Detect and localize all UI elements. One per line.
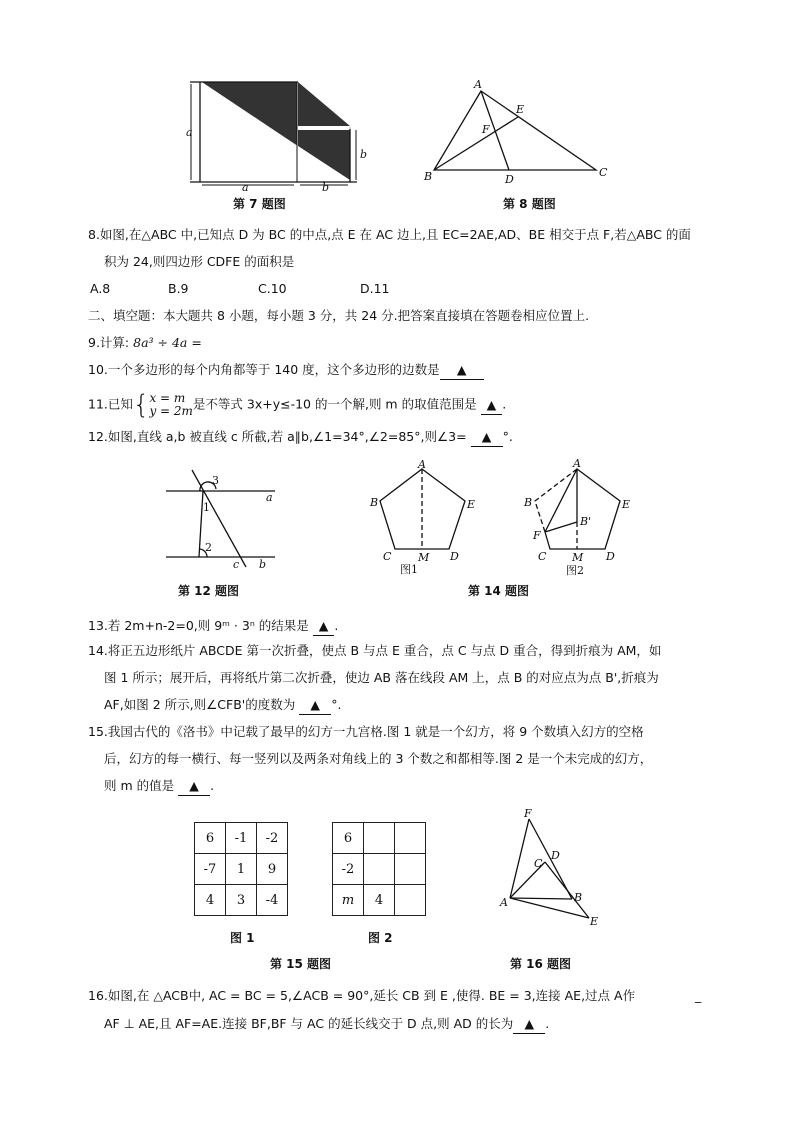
cell [364, 823, 395, 854]
q8-option-d: D.11 [360, 281, 390, 296]
cell [364, 854, 395, 885]
q13 [88, 617, 338, 636]
fig16-label-B: B [574, 891, 583, 904]
fig14-2-label-B: B [524, 496, 533, 509]
fig7-label-a: a [186, 126, 193, 139]
q15-end: . [210, 778, 215, 793]
q15-text: 则 m 的值是 [104, 778, 175, 793]
cell: -7 [195, 854, 226, 885]
cell: -1 [226, 823, 257, 854]
fig15-caption: 第 15 题图 [270, 957, 332, 971]
fig12-angle-1: 1 [203, 501, 210, 514]
fig8-label-F: F [482, 123, 490, 136]
answer-blank[interactable]: ▲ [481, 396, 503, 415]
fig14-2-label-E: E [622, 498, 631, 511]
q14-end: °. [331, 697, 342, 712]
cell: -2 [257, 823, 288, 854]
fig7-drawing [186, 82, 367, 194]
q10 [88, 361, 484, 380]
fig16-label-E: E [590, 915, 599, 928]
fig8-drawing [434, 91, 596, 170]
q8-line1: 8.如图,在△ABC 中,已知点 D 为 BC 的中点,点 E 在 AC 边上,且 EC=2AE,AD、BE 相交于点 F,若△ABC 的面 [88, 227, 691, 242]
q8-option-c: C.10 [258, 281, 287, 296]
magic-square-1 [194, 822, 288, 916]
fig16-label-A: A [500, 896, 508, 909]
answer-blank[interactable]: ▲ [440, 361, 484, 380]
q13-end: . [334, 618, 339, 633]
cell: 6 [195, 823, 226, 854]
q16-line2 [104, 1015, 549, 1034]
fig14-1-label-D: D [450, 550, 459, 563]
q16-line1: 16.如图,在 △ACB中, AC = BC = 5,∠ACB = 90°,延长 CB 到 E ,使得. BE = 3,连接 AE,过点 A作 [88, 988, 636, 1003]
eq1: x = m [149, 391, 186, 405]
q8-option-a: A.8 [90, 281, 111, 296]
q13-text: 13.若 2m+n-2=0,则 9ᵐ · 3ⁿ 的结果是 [88, 618, 309, 633]
fig7-label-b: b [360, 148, 368, 161]
q16-text: AF ⊥ AE,且 AF=AE.连接 BF,BF 与 AC 的延长线交于 D 点,则 AD 的长为 [104, 1016, 514, 1031]
fig14-sub2: 图2 [566, 564, 584, 577]
fig14-1-label-B: B [370, 496, 379, 509]
q11 [88, 392, 506, 418]
cell: 9 [257, 854, 288, 885]
q8-line2: 积为 24,则四边形 CDFE 的面积是 [104, 254, 295, 269]
q12-text: 12.如图,直线 a,b 被直线 c 所截,若 a∥b,∠1=34°,∠2=85°,则∠3= [88, 429, 467, 444]
fig8-label-A: A [474, 78, 482, 91]
fig8-label-E: E [516, 103, 525, 116]
eq2: y = 2m [149, 404, 193, 418]
cell: 4 [364, 885, 395, 916]
q16-line1-tail: _ [695, 988, 702, 1003]
q10-text: 10.一个多边形的每个内角都等于 140 度，这个多边形的边数是 [88, 362, 440, 377]
fig14-1-label-E: E [467, 498, 476, 511]
fig14-2-label-F: F [533, 529, 541, 542]
q15-line3 [104, 777, 214, 796]
q14-line3 [104, 696, 341, 715]
cell: 4 [195, 885, 226, 916]
fig7-caption: 第 7 题图 [233, 197, 286, 211]
answer-blank[interactable]: ▲ [513, 1015, 545, 1034]
cell: -4 [257, 885, 288, 916]
fig14-1-label-A: A [418, 458, 426, 471]
fig15-sub2: 图 2 [368, 931, 393, 945]
fig16-label-C: C [534, 857, 543, 870]
cell: 6 [333, 823, 364, 854]
fig14-1-label-C: C [383, 550, 392, 563]
q9-prefix: 9.计算: [88, 335, 134, 350]
fig14-2-label-D: D [606, 550, 615, 563]
fig8-label-C: C [599, 166, 608, 179]
fig12-line-c: c [233, 558, 240, 571]
q11-text: 是不等式 3x+y≤-10 的一个解,则 m 的取值范围是 [192, 396, 477, 412]
q8-option-b: B.9 [168, 281, 189, 296]
answer-blank[interactable]: ▲ [299, 696, 331, 715]
fig14-1-drawing [380, 469, 465, 549]
fig16-label-F: F [524, 807, 532, 820]
cell [395, 823, 426, 854]
fig12-drawing [166, 470, 275, 567]
cell [395, 885, 426, 916]
q16-end: . [545, 1016, 550, 1031]
q12-end: °. [502, 429, 513, 444]
answer-blank[interactable]: ▲ [178, 777, 210, 796]
fig14-caption: 第 14 题图 [468, 584, 530, 598]
fig7-label-b-bottom: b [322, 181, 330, 194]
fig12-line-b: b [259, 558, 267, 571]
magic-square-2 [332, 822, 426, 916]
q11-end: . [502, 396, 507, 412]
fig8-label-D: D [505, 173, 514, 186]
fig14-2-drawing [535, 469, 620, 549]
fig12-caption: 第 12 题图 [178, 584, 240, 598]
fig12-line-a: a [266, 491, 273, 504]
fig14-2-label-C: C [538, 550, 547, 563]
cell: m [333, 885, 364, 916]
answer-blank[interactable]: ▲ [313, 617, 335, 636]
fig14-2-label-Bprime: B' [580, 515, 592, 528]
fig15-sub1: 图 1 [230, 931, 255, 945]
cell [395, 854, 426, 885]
equation-system: { x = m y = 2m [132, 390, 193, 420]
fig16-label-D: D [551, 849, 560, 862]
fig16-caption: 第 16 题图 [510, 957, 572, 971]
cell: -2 [333, 854, 364, 885]
q9 [88, 334, 202, 352]
q14-line1: 14.将正五边形纸片 ABCDE 第一次折叠，使点 B 与点 E 重合，点 C 与点 D 重合，得到折痕为 AM，如 [88, 643, 662, 658]
fig14-sub1: 图1 [400, 563, 418, 576]
fig12-angle-2: 2 [205, 541, 212, 554]
q12 [88, 428, 513, 447]
q15-line2: 后，幻方的每一横行、每一竖列以及两条对角线上的 3 个数之和都相等.图 2 是一个未完成的幻方， [104, 751, 653, 766]
answer-blank[interactable]: ▲ [471, 428, 503, 447]
cell: 1 [226, 854, 257, 885]
fig14-2-label-A: A [573, 457, 581, 470]
q14-text: AF,如图 2 所示,则∠CFB'的度数为 [104, 697, 296, 712]
q14-line2: 图 1 所示；展开后，再将纸片第二次折叠，使边 AB 落在线段 AM 上，点 B 的对应点为点 B',折痕为 [104, 670, 659, 685]
fig12-angle-3: 3 [212, 474, 219, 487]
section-2-heading: 二、填空题：本大题共 8 小题，每小题 3 分，共 24 分.把答案直接填在答题卷相应位置上. [88, 308, 590, 323]
fig8-caption: 第 8 题图 [503, 197, 556, 211]
cell: 3 [226, 885, 257, 916]
fig7-label-a-bottom: a [242, 181, 249, 194]
fig14-2-label-M: M [572, 551, 584, 564]
fig8-label-B: B [424, 170, 433, 183]
q15-line1: 15.我国古代的《洛书》中记载了最早的幻方一九宫格.图 1 就是一个幻方，将 9 个数填入幻方的空格 [88, 724, 644, 739]
fig14-1-label-M: M [418, 551, 430, 564]
q11-prefix: 11.已知 [88, 396, 133, 412]
q9-expr: 8a³ ÷ 4a = [133, 335, 202, 350]
